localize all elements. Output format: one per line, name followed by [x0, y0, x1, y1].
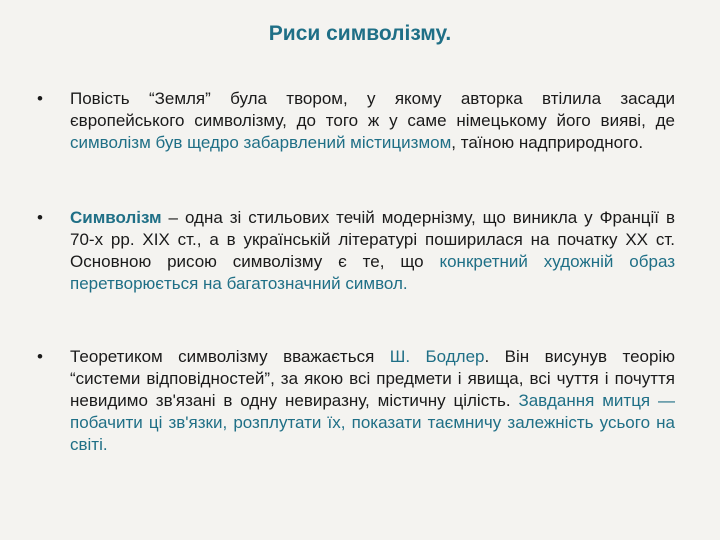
highlighted-text: Завдання митця — побачити ці зв'язки, розплутати їх, показати таємничу залежність усього на світі.	[70, 391, 675, 455]
highlighted-text: конкретний художній образ перетворюється на багатозначний символ.	[70, 252, 675, 294]
text-run: , таїною надприродного.	[451, 133, 644, 153]
highlighted-text: символізм був щедро забарвлений містицизмом	[70, 133, 452, 153]
highlighted-name: Ш. Бодлер	[389, 347, 485, 366]
bullet-text	[70, 207, 675, 295]
text-run: . Він висунув теорію “системи відповідностей”, за якою всі предмети і явища, всі чуття і почуття невидимо зв'язані в одну невиразну, містичну цілість.	[70, 347, 675, 411]
slide-title: Риси символізму.	[268, 22, 452, 45]
bullet-marker: •	[37, 89, 43, 108]
text-run: Повість “Земля” була твором, у якому авторка втілила засади європейського символізму, до того ж у саме німецькому його вияві, де	[70, 89, 675, 131]
bullet-marker: •	[37, 208, 43, 227]
text-run: Теоретиком символізму вважається	[70, 347, 390, 366]
bullet-text	[70, 346, 675, 456]
text-run: – одна зі стильових течій модернізму, що виникла у Франції в 70-х рр. XIX ст., а в українській літературі поширилася на початку XX ст. Основною рисою символізму є те, що	[70, 208, 675, 272]
bullet-text	[70, 88, 675, 154]
bullet-marker: •	[37, 347, 43, 366]
term-highlight: Символізм	[70, 208, 162, 227]
